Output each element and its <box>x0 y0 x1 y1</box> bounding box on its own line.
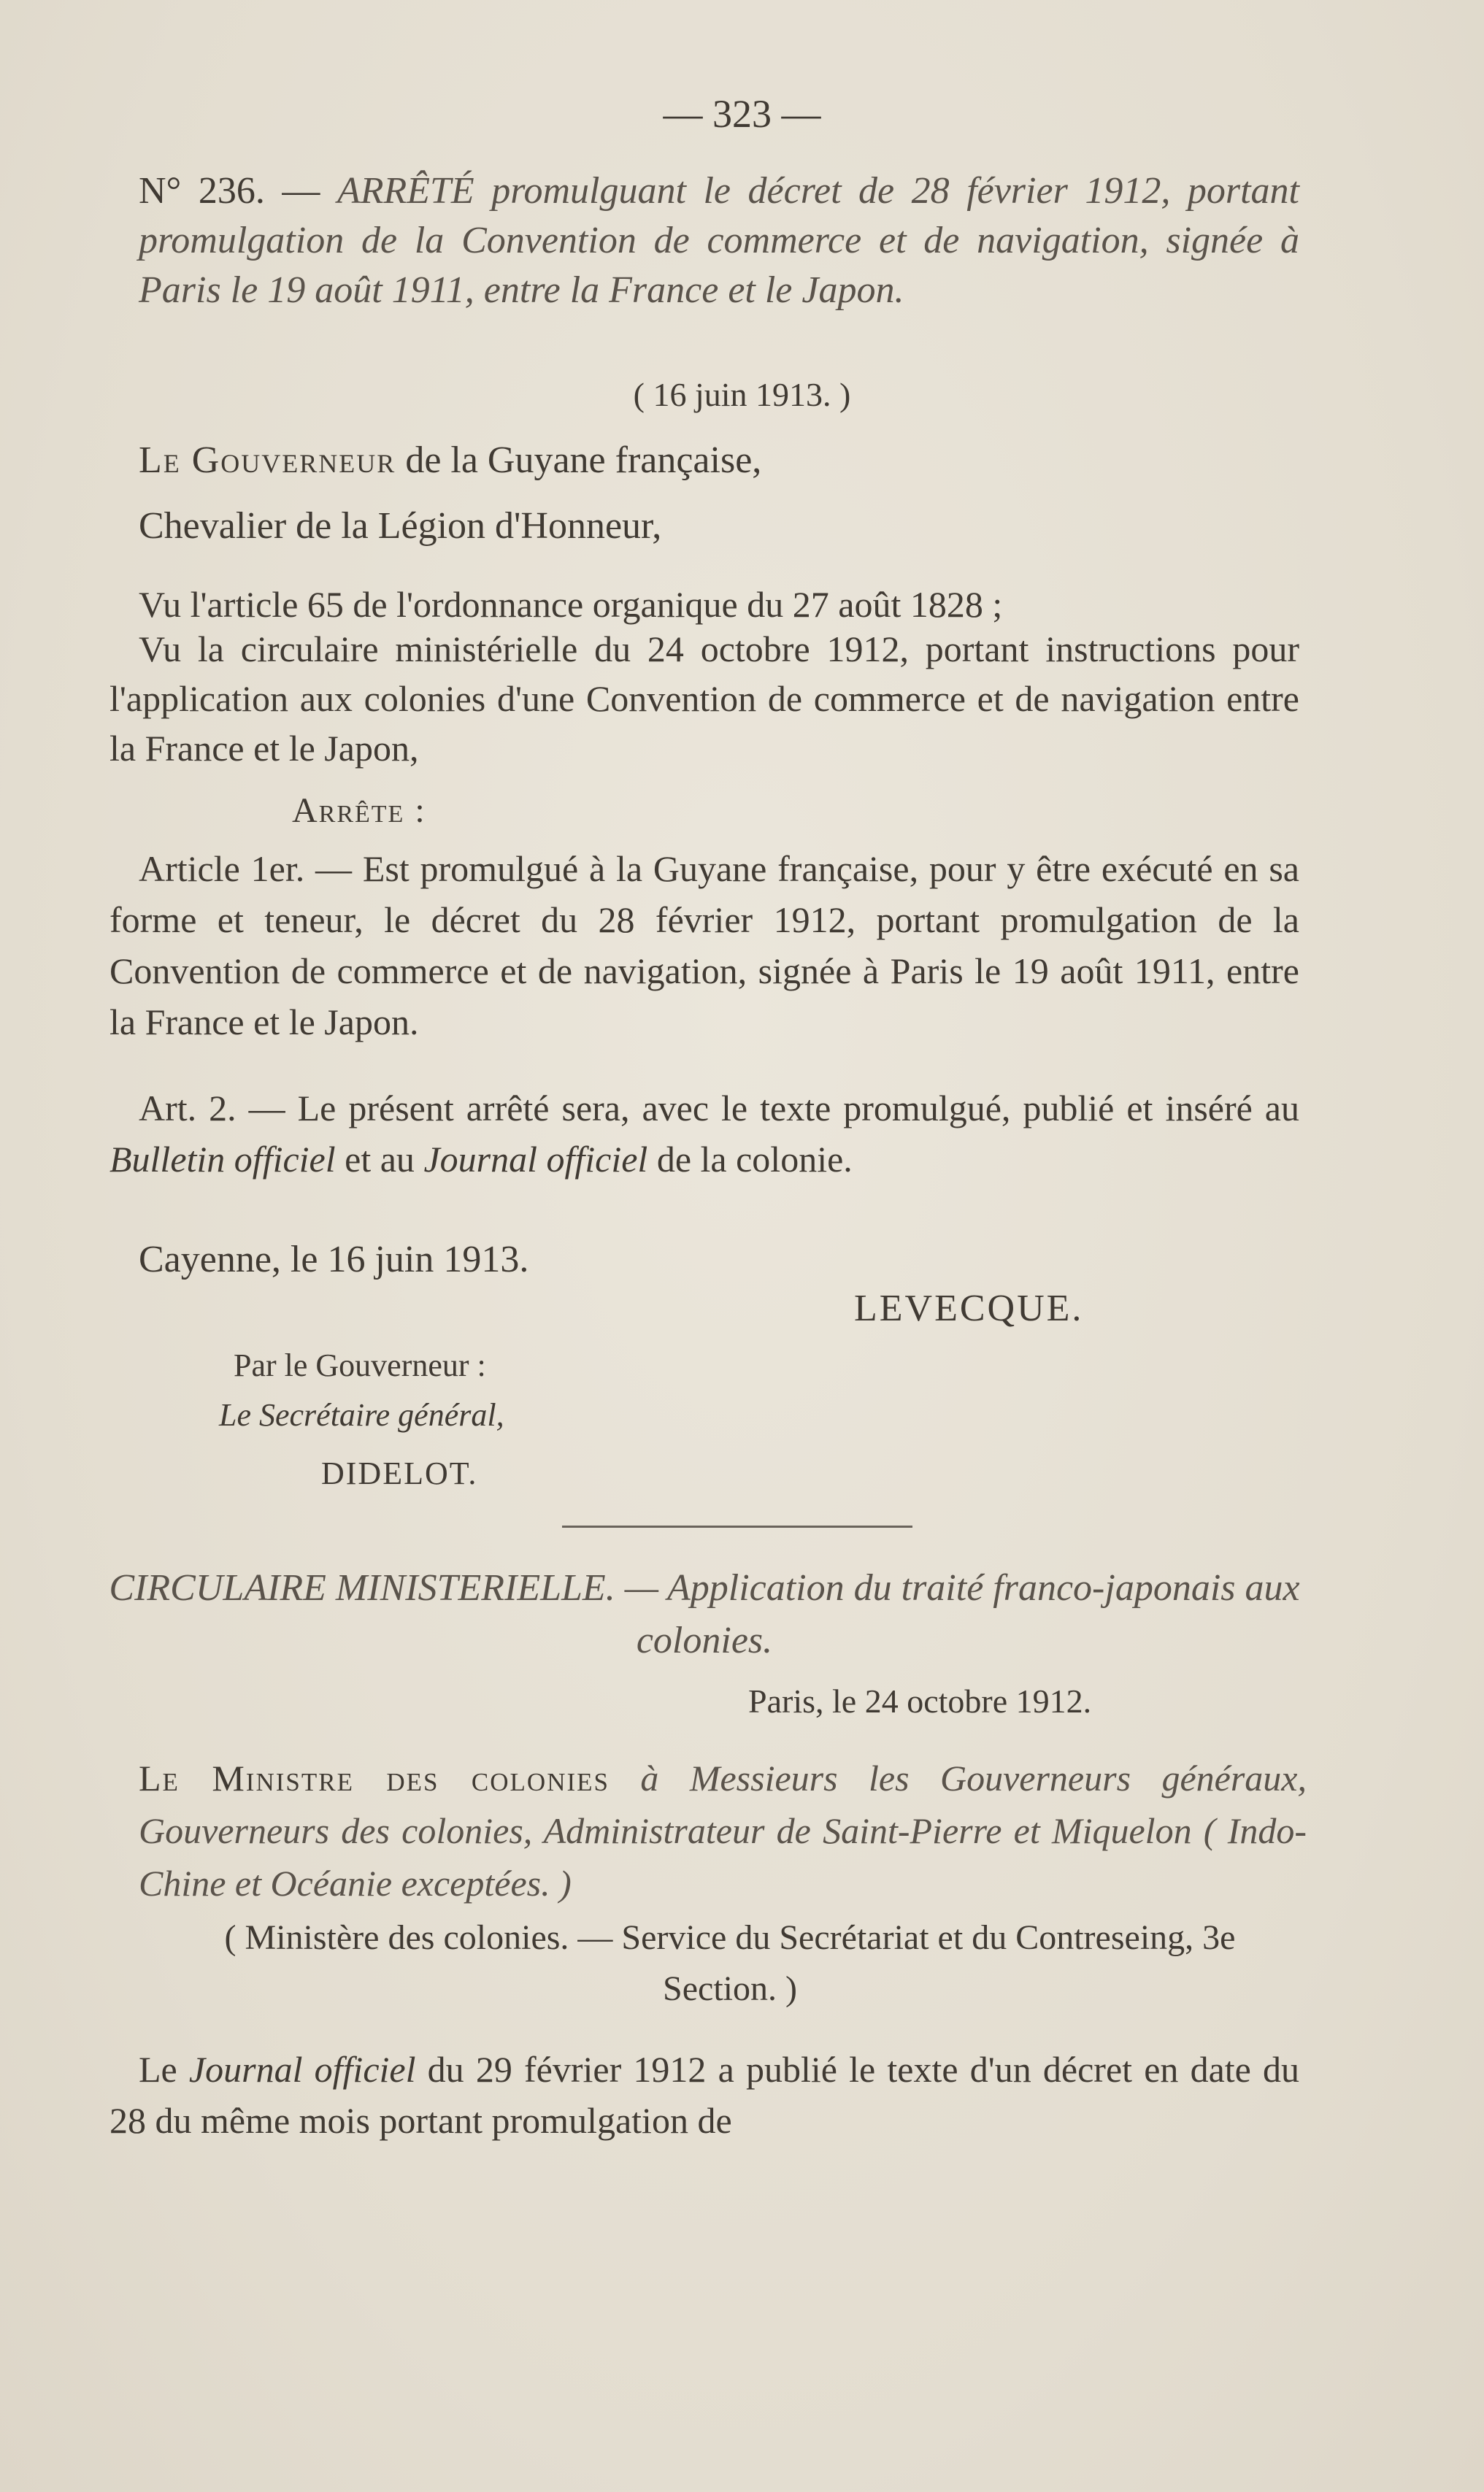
circulaire-place-date: Paris, le 24 octobre 1912. <box>748 1683 1092 1720</box>
vu-ordonnance: Vu l'article 65 de l'ordonnance organique du 27 août 1828 ; <box>139 584 1003 625</box>
section-divider <box>562 1526 912 1528</box>
ministre-label: Le Ministre des colonies <box>139 1758 610 1799</box>
ministre-addressees <box>139 1752 1307 1910</box>
secretaire-general: Le Secrétaire général, <box>219 1397 504 1433</box>
article-2 <box>109 1082 1299 1185</box>
circulaire-title: CIRCULAIRE MINISTERIELLE. — Application du traité franco-japonais aux colonies. <box>109 1567 1300 1661</box>
arrete-title-text: ARRÊTÉ promulguant le décret de 28 février 1912, portant promulgation de la Convention de commerce et de navigation, signée à Paris le 19 août 1911, entre la France et le Japon. <box>139 170 1299 311</box>
bulletin-officiel: Bulletin officiel <box>109 1139 336 1180</box>
gouverneur-line <box>139 434 1307 487</box>
article-2-mid: et au <box>345 1139 415 1180</box>
place-date: Cayenne, le 16 juin 1913. <box>139 1239 529 1280</box>
arrete-heading: Arrête : <box>292 791 426 830</box>
arrete-dash: — <box>282 170 320 212</box>
article-2-start: Art. 2. — Le présent arrêté sera, avec le texte promulgué, publié et inséré au <box>139 1088 1299 1128</box>
gouverneur-label: Le Gouverneur <box>139 439 396 481</box>
signature-didelot: DIDELOT. <box>321 1455 478 1491</box>
circulaire-body <box>109 2044 1299 2146</box>
page-number: — 323 — <box>663 92 821 136</box>
service-line: ( Ministère des colonies. — Service du Secrétariat et du Contreseing, 3e Section. ) <box>224 1918 1236 2008</box>
arrete-number: N° 236. <box>139 170 265 212</box>
body-rest: du 29 février 1912 a publié le texte d'un décret en date du 28 du même mois portant promulgation de <box>109 2049 1300 2141</box>
article-2-end: de la colonie. <box>656 1139 853 1180</box>
chevalier-line: Chevalier de la Légion d'Honneur, <box>139 505 662 547</box>
arrete-date: ( 16 juin 1913. ) <box>633 376 851 413</box>
body-journal-officiel: Journal officiel <box>188 2049 416 2090</box>
signature-levecque: LEVECQUE. <box>854 1288 1084 1329</box>
gouverneur-rest: de la Guyane française, <box>405 439 762 481</box>
vu-circulaire: Vu la circulaire ministérielle du 24 octobre 1912, portant instructions pour l'application aux colonies d'une Convention de commerce et de navigation entre la France et le Japon, <box>109 628 1299 769</box>
addressees: à Messieurs les Gouverneurs généraux, Gouverneurs des colonies, Administrateur de Saint-Pierre et Miquelon ( Indo-Chine et Océanie exceptées. ) <box>139 1758 1307 1904</box>
article-1: Article 1er. — Est promulgué à la Guyane française, pour y être exécuté en sa forme et teneur, le décret du 28 février 1912, portant promulgation de la Convention de commerce et de navigation, signée à Paris le 19 août 1911, entre la France et le Japon. <box>109 848 1299 1042</box>
par-le-gouverneur: Par le Gouverneur : <box>234 1347 486 1383</box>
arrete-title <box>139 166 1299 315</box>
body-start: Le <box>139 2049 177 2090</box>
journal-officiel: Journal officiel <box>423 1139 648 1180</box>
